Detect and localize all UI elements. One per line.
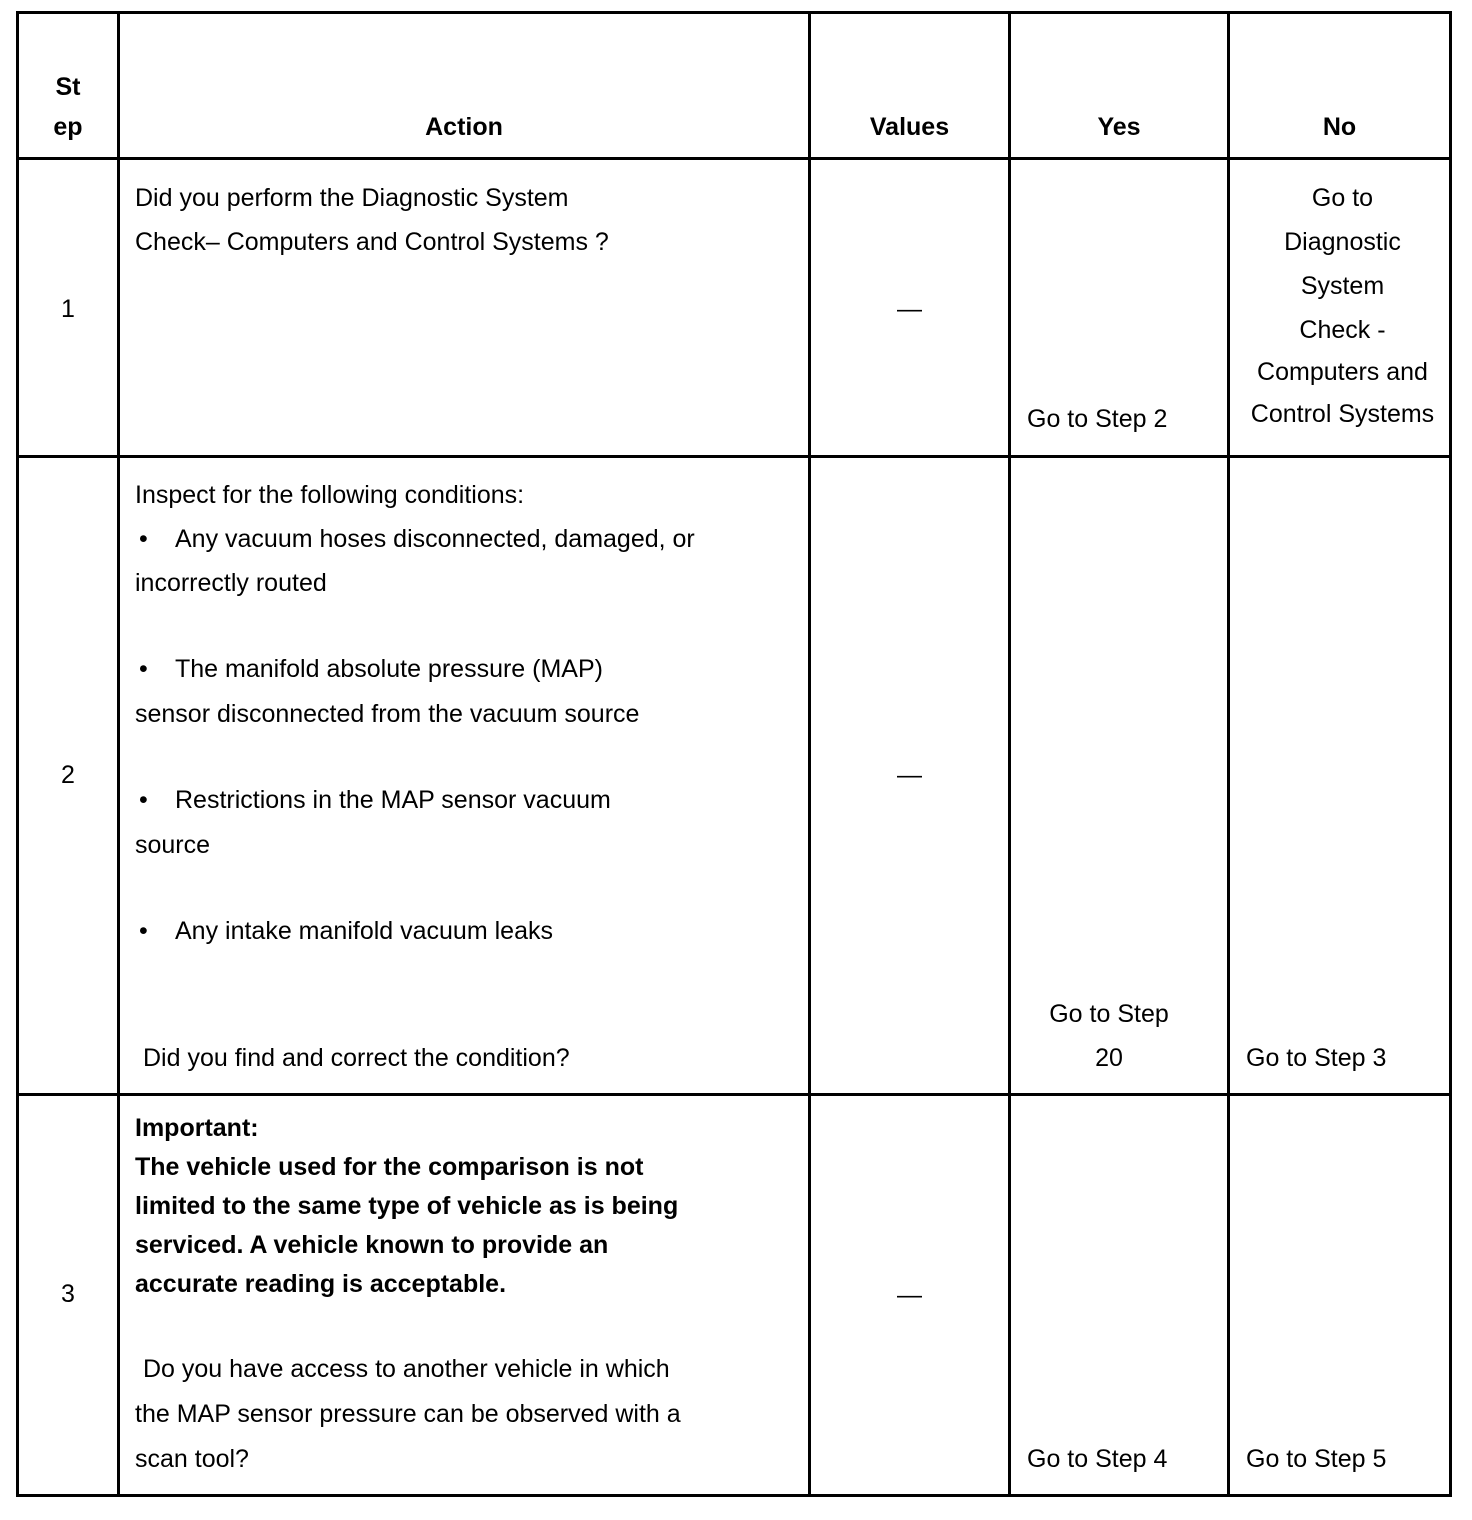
row1-action-line2: Check– Computers and Control Systems ? xyxy=(135,228,609,256)
row2-yes-line2: 20 xyxy=(1095,1044,1123,1072)
row2-bullet1-line1: Any vacuum hoses disconnected, damaged, or xyxy=(175,525,695,553)
row-divider-2 xyxy=(16,1093,1452,1096)
row1-no-line6: Control Systems xyxy=(1250,400,1435,428)
header-step-line2: ep xyxy=(53,113,83,141)
row3-value: — xyxy=(897,1281,922,1309)
row1-no-line4: Check - xyxy=(1299,316,1386,344)
row2-yes-line1: Go to Step xyxy=(1049,1000,1169,1028)
row2-no: Go to Step 3 xyxy=(1246,1044,1387,1072)
col-divider-values xyxy=(1008,11,1011,1497)
row2-bullet1-symbol: • xyxy=(139,525,148,553)
row2-bullet2-line2: sensor disconnected from the vacuum source xyxy=(135,700,640,728)
row3-yes: Go to Step 4 xyxy=(1027,1445,1168,1473)
row2-question: Did you find and correct the condition? xyxy=(143,1044,570,1072)
row2-bullet3-line2: source xyxy=(135,831,211,859)
diagnostic-table xyxy=(16,11,1452,1497)
row2-bullet2-line1: The manifold absolute pressure (MAP) xyxy=(175,655,603,683)
row2-bullet4-symbol: • xyxy=(139,917,148,945)
row1-no-line2: Diagnostic xyxy=(1284,228,1401,256)
row3-important-label: Important: xyxy=(135,1114,259,1142)
row1-step: 1 xyxy=(61,295,75,323)
table-border-bottom xyxy=(16,1494,1452,1497)
header-step-line1: St xyxy=(55,73,81,101)
row1-no-line5: Computers and xyxy=(1257,358,1428,386)
row3-important-line1: The vehicle used for the comparison is not xyxy=(135,1153,644,1181)
row2-bullet1-line2: incorrectly routed xyxy=(135,569,327,597)
header-divider xyxy=(16,157,1452,160)
row3-important-line4: accurate reading is acceptable. xyxy=(135,1270,507,1298)
header-values: Values xyxy=(869,113,950,141)
row2-bullet3-line1: Restrictions in the MAP sensor vacuum xyxy=(175,786,611,814)
row1-action-line1: Did you perform the Diagnostic System xyxy=(135,184,569,212)
row3-question-line3: scan tool? xyxy=(135,1445,249,1473)
row2-bullet2-symbol: • xyxy=(139,655,148,683)
row3-question-line2: the MAP sensor pressure can be observed with a xyxy=(135,1400,681,1428)
header-no: No xyxy=(1322,113,1357,141)
row1-no-line1: Go to xyxy=(1311,184,1374,212)
row3-important-line2: limited to the same type of vehicle as is being xyxy=(135,1192,679,1220)
row3-question-line1: Do you have access to another vehicle in which xyxy=(143,1355,670,1383)
row2-intro: Inspect for the following conditions: xyxy=(135,481,525,509)
header-step xyxy=(19,67,117,147)
header-yes: Yes xyxy=(1097,113,1141,141)
row-divider-1 xyxy=(16,455,1452,458)
header-action: Action xyxy=(425,113,503,141)
row2-bullet4-line1: Any intake manifold vacuum leaks xyxy=(175,917,553,945)
row1-yes: Go to Step 2 xyxy=(1027,405,1168,433)
row2-value: — xyxy=(897,761,922,789)
table-border-top xyxy=(16,11,1452,14)
row1-value: — xyxy=(897,295,922,323)
row3-no: Go to Step 5 xyxy=(1246,1445,1387,1473)
row3-important-line3: serviced. A vehicle known to provide an xyxy=(135,1231,609,1259)
row1-no-line3: System xyxy=(1300,272,1385,300)
row2-step: 2 xyxy=(61,761,75,789)
row2-bullet3-symbol: • xyxy=(139,786,148,814)
col-divider-step xyxy=(117,11,120,1497)
row3-step: 3 xyxy=(61,1280,75,1308)
